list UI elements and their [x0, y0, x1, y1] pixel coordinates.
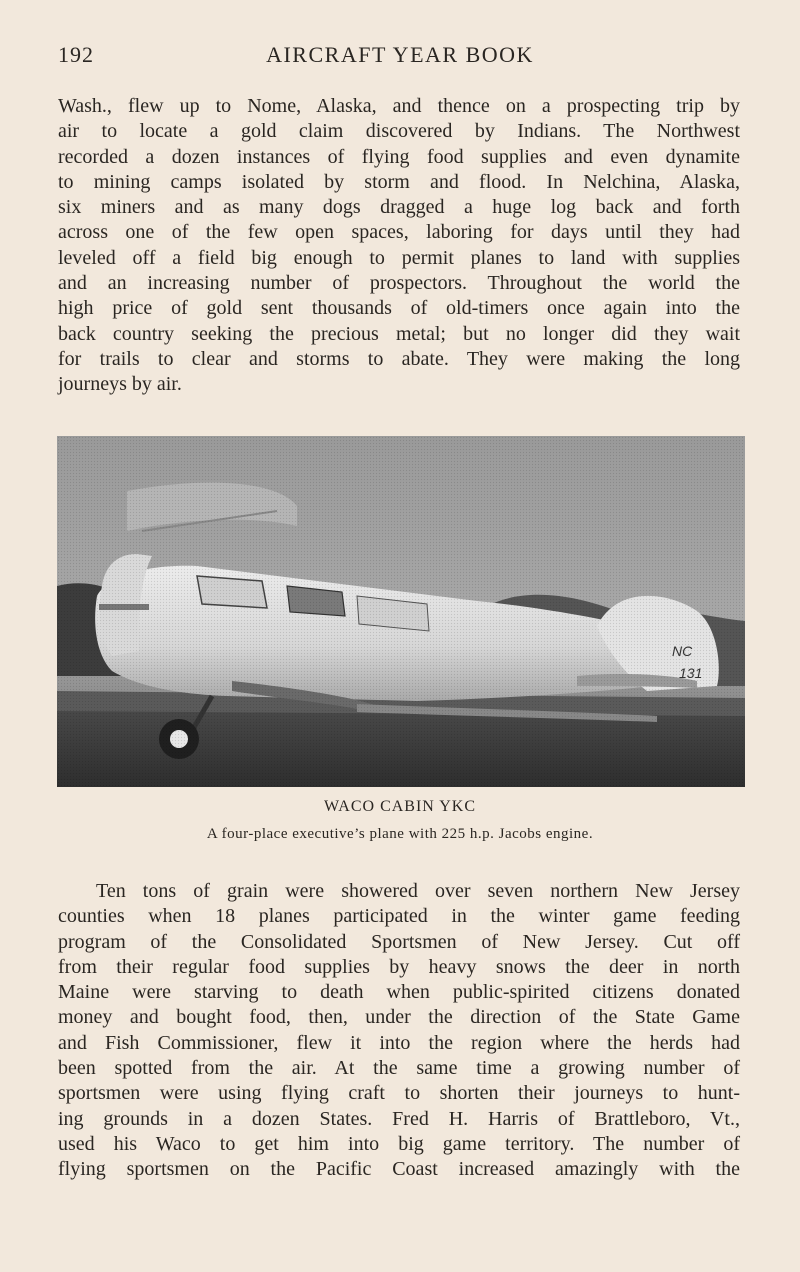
- text-line: money and bought food, then, under the direction of the State Game: [58, 1006, 740, 1029]
- photo-caption-title: WACO CABIN YKC: [323, 798, 477, 815]
- running-head: AIRCRAFT YEAR BOOK: [266, 42, 534, 67]
- text-line: across one of the few open spaces, laboring for days until they had: [58, 221, 740, 244]
- text-line: and Fish Commissioner, flew it into the region where the herds had: [58, 1031, 740, 1054]
- text-line: been spotted from the air. At the same time a growing number of: [58, 1057, 740, 1080]
- page-number: 192: [58, 42, 94, 67]
- text-line: program of the Consolidated Sportsmen of New Jersey. Cut off: [58, 930, 740, 953]
- text-line: used his Waco to get him into big game territory. The number of: [58, 1132, 740, 1155]
- text-line: sportsmen were using flying craft to shorten their journeys to hunt-: [58, 1082, 740, 1105]
- text-line: journeys by air.: [58, 373, 182, 396]
- text-line: leveled off a field big enough to permit planes to land with supplies: [58, 246, 740, 269]
- page-header: [58, 42, 742, 72]
- text-line: Wash., flew up to Nome, Alaska, and thence on a prospecting trip by: [58, 95, 740, 117]
- text-line: Ten tons of grain were showered over seven northern New Jersey: [96, 880, 740, 902]
- photo-caption-text: A four-place executive’s plane with 225 h.p. Jacobs engine.: [206, 826, 594, 842]
- text-line: high price of gold sent thousands of old-timers once again into the: [58, 297, 740, 320]
- text-line: for trails to clear and storms to abate. They were making the long: [58, 347, 740, 370]
- text-line: from their regular food supplies by heavy snows the deer in north: [58, 955, 740, 978]
- text-line: back country seeking the precious metal; but no longer did they wait: [58, 322, 740, 345]
- text-line: six miners and as many dogs dragged a huge log back and forth: [58, 196, 740, 219]
- text-line: flying sportsmen on the Pacific Coast increased amazingly with the: [58, 1158, 740, 1181]
- text-line: air to locate a gold claim discovered by Indians. The Northwest: [58, 120, 740, 143]
- text-line: to mining camps isolated by storm and flood. In Nelchina, Alaska,: [58, 170, 740, 193]
- text-line: ing grounds in a dozen States. Fred H. Harris of Brattleboro, Vt.,: [58, 1107, 740, 1130]
- text-line: recorded a dozen instances of flying food supplies and even dynamite: [58, 145, 740, 168]
- text-line: counties when 18 planes participated in the winter game feeding: [58, 905, 740, 928]
- aircraft-photo: [57, 436, 745, 787]
- body-paragraph-1: [58, 94, 740, 398]
- body-paragraph-2: [58, 879, 740, 1183]
- text-line: Maine were starving to death when public-spirited citizens donated: [58, 981, 740, 1004]
- text-line: and an increasing number of prospectors. Throughout the world the: [58, 272, 740, 295]
